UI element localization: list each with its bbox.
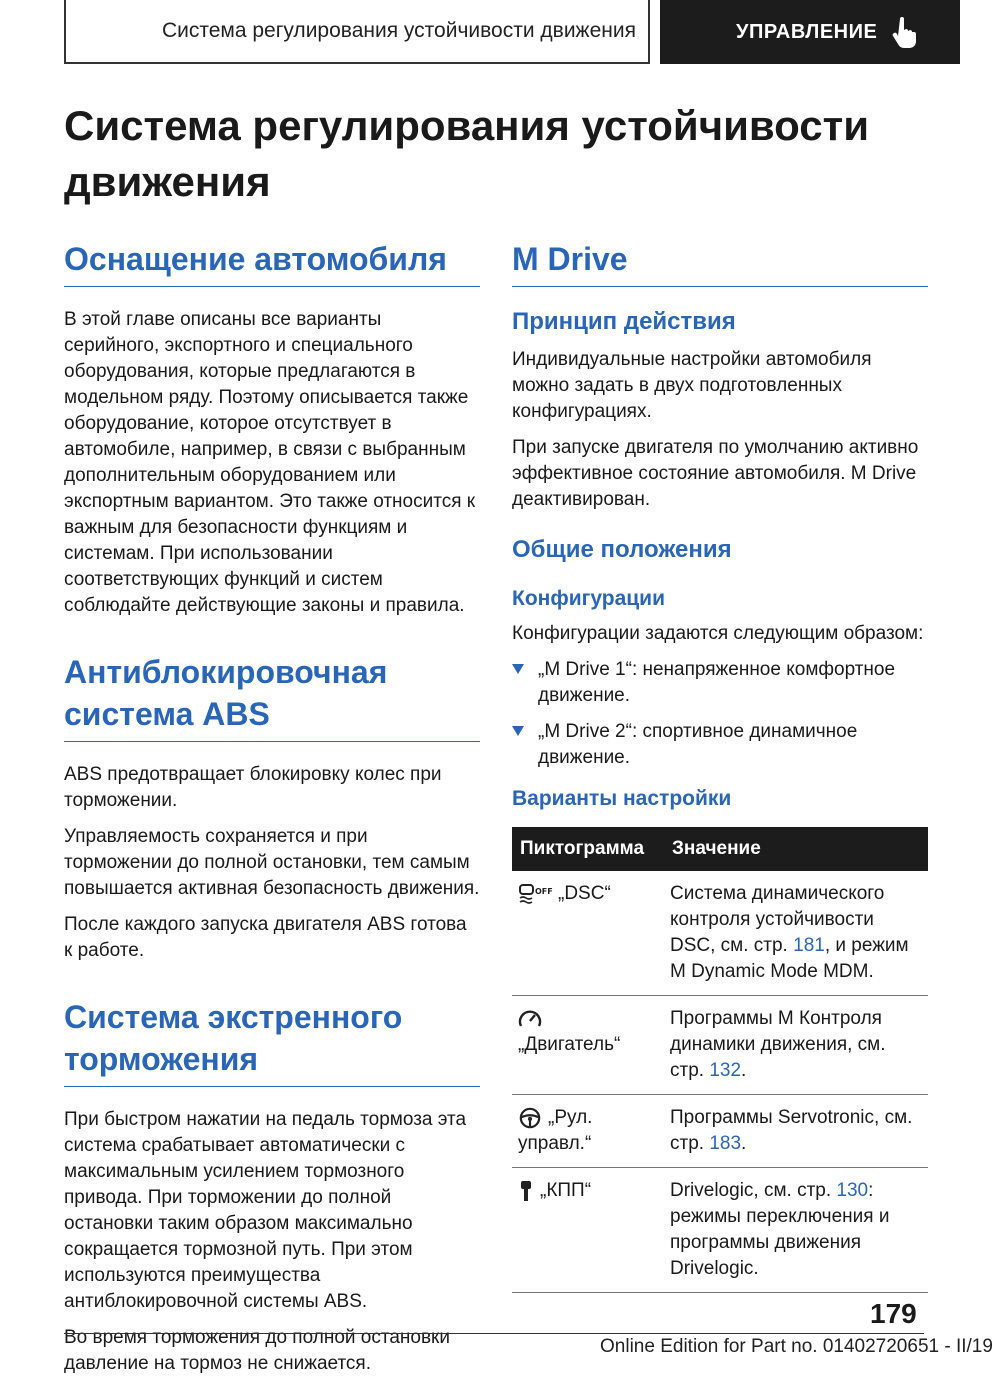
page-link[interactable]: 183 xyxy=(709,1133,742,1154)
svg-text:OFF: OFF xyxy=(535,886,553,896)
page-title: Система регулирования устойчивости движения xyxy=(64,102,870,205)
bullet-triangle-icon xyxy=(512,664,524,674)
table-header xyxy=(512,827,928,871)
mdrive-heading: M Drive xyxy=(512,238,928,287)
page-link[interactable]: 132 xyxy=(709,1060,742,1081)
col-header-meaning: Значение xyxy=(664,827,928,871)
principle-heading: Принцип действия xyxy=(512,308,736,335)
page-number: 179 xyxy=(870,1298,917,1329)
running-header xyxy=(64,0,650,64)
engine-gauge-icon xyxy=(518,1008,542,1030)
footer-divider xyxy=(64,1333,924,1334)
pictogram-cell: „Рул. управл.“ xyxy=(512,1095,664,1168)
principle-text-1: Индивидуальные настройки автомобиля можно задать в двух подготовленных конфигурациях. xyxy=(512,349,872,422)
steering-wheel-icon xyxy=(518,1107,542,1129)
emergency-brake-text-2: Во время торможения до полной остановки давление на тормоз не снижается. xyxy=(64,1327,450,1374)
pictogram-cell: „Двигатель“ xyxy=(512,996,664,1095)
pictogram-cell: „КПП“ xyxy=(512,1168,664,1293)
col-header-pictogram: Пиктограмма xyxy=(512,827,664,871)
principle-text-2: При запуске двигателя по умолчанию активно эффективное состояние автомобиля. M Drive деактивирован. xyxy=(512,437,919,510)
chapter-tab xyxy=(660,0,960,64)
emergency-brake-text-1: При быстром нажатии на педаль тормоза эта система срабатывает автоматически с максимальным усилением тормозного привода. При торможении до полной остановки таким образом максимально сокращается тормозной путь. При этом используются преимущества антиблокировочной системы ABS. xyxy=(64,1109,467,1312)
configurations-heading: Конфигурации xyxy=(512,587,665,610)
footer-edition: Online Edition for Part no. 01402720651 - II/19 xyxy=(600,1336,993,1357)
bullet-triangle-icon xyxy=(512,726,524,736)
equipment-heading: Оснащение автомобиля xyxy=(64,238,480,287)
table-row xyxy=(512,1095,928,1168)
page-link[interactable]: 181 xyxy=(793,935,825,956)
right-column xyxy=(512,238,928,1293)
table-row xyxy=(512,996,928,1095)
table-row xyxy=(512,871,928,996)
abs-text-2: Управляемость сохраняется и при торможении до полной остановки, тем самым повышается активная безопасность движения. xyxy=(64,826,480,899)
abs-text-1: ABS предотвращает блокировку колес при торможении. xyxy=(64,764,442,811)
meaning-cell: Drivelogic, см. стр. 130: режимы переключения и программы движения Drivelogic. xyxy=(664,1168,928,1293)
dsc-off-icon xyxy=(518,883,552,905)
table-row xyxy=(512,1168,928,1293)
pictogram-cell: OFF „DSC“ xyxy=(512,871,664,996)
configurations-list xyxy=(512,657,928,771)
variants-heading: Варианты настройки xyxy=(512,787,732,810)
list-item: „M Drive 2“: спортивное динамичное движение. xyxy=(512,719,928,771)
hand-pointer-icon xyxy=(893,17,919,47)
meaning-cell: Программы Servotronic, см. стр. 183. xyxy=(664,1095,928,1168)
settings-table xyxy=(512,827,928,1293)
gear-lever-icon xyxy=(518,1180,534,1202)
emergency-brake-heading: Система экстренного торможения xyxy=(64,996,480,1087)
left-column xyxy=(64,238,480,1387)
meaning-cell: Программы M Контроля динамики движения, см. стр. 132. xyxy=(664,996,928,1095)
running-header-title: Система регулирования устойчивости движения xyxy=(161,19,636,42)
configurations-intro: Конфигурации задаются следующим образом: xyxy=(512,623,924,644)
abs-text-3: После каждого запуска двигателя ABS готова к работе. xyxy=(64,914,467,961)
equipment-text: В этой главе описаны все варианты серийного, экспортного и специального оборудования, которые предлагаются в модельном ряду. Поэтому описывается также оборудование, которое отсутствует в автомобиле, например, в связи с выбранным дополнительным оборудованием или экспортным вариантом. Это также относится к важным для безопасности функциям и системам. При использовании соответствующих функций и систем соблюдайте действующие законы и правила. xyxy=(64,309,476,616)
meaning-cell: Система динамического контроля устойчивости DSC, см. стр. 181, и режим M Dynamic Mode MDM. xyxy=(664,871,928,996)
chapter-label: УПРАВЛЕНИЕ xyxy=(736,20,878,43)
general-heading: Общие положения xyxy=(512,536,732,563)
page-link[interactable]: 130 xyxy=(836,1180,869,1201)
list-item: „M Drive 1“: ненапряженное комфортное движение. xyxy=(512,657,928,709)
abs-heading: Антиблокировочная система ABS xyxy=(64,651,480,742)
